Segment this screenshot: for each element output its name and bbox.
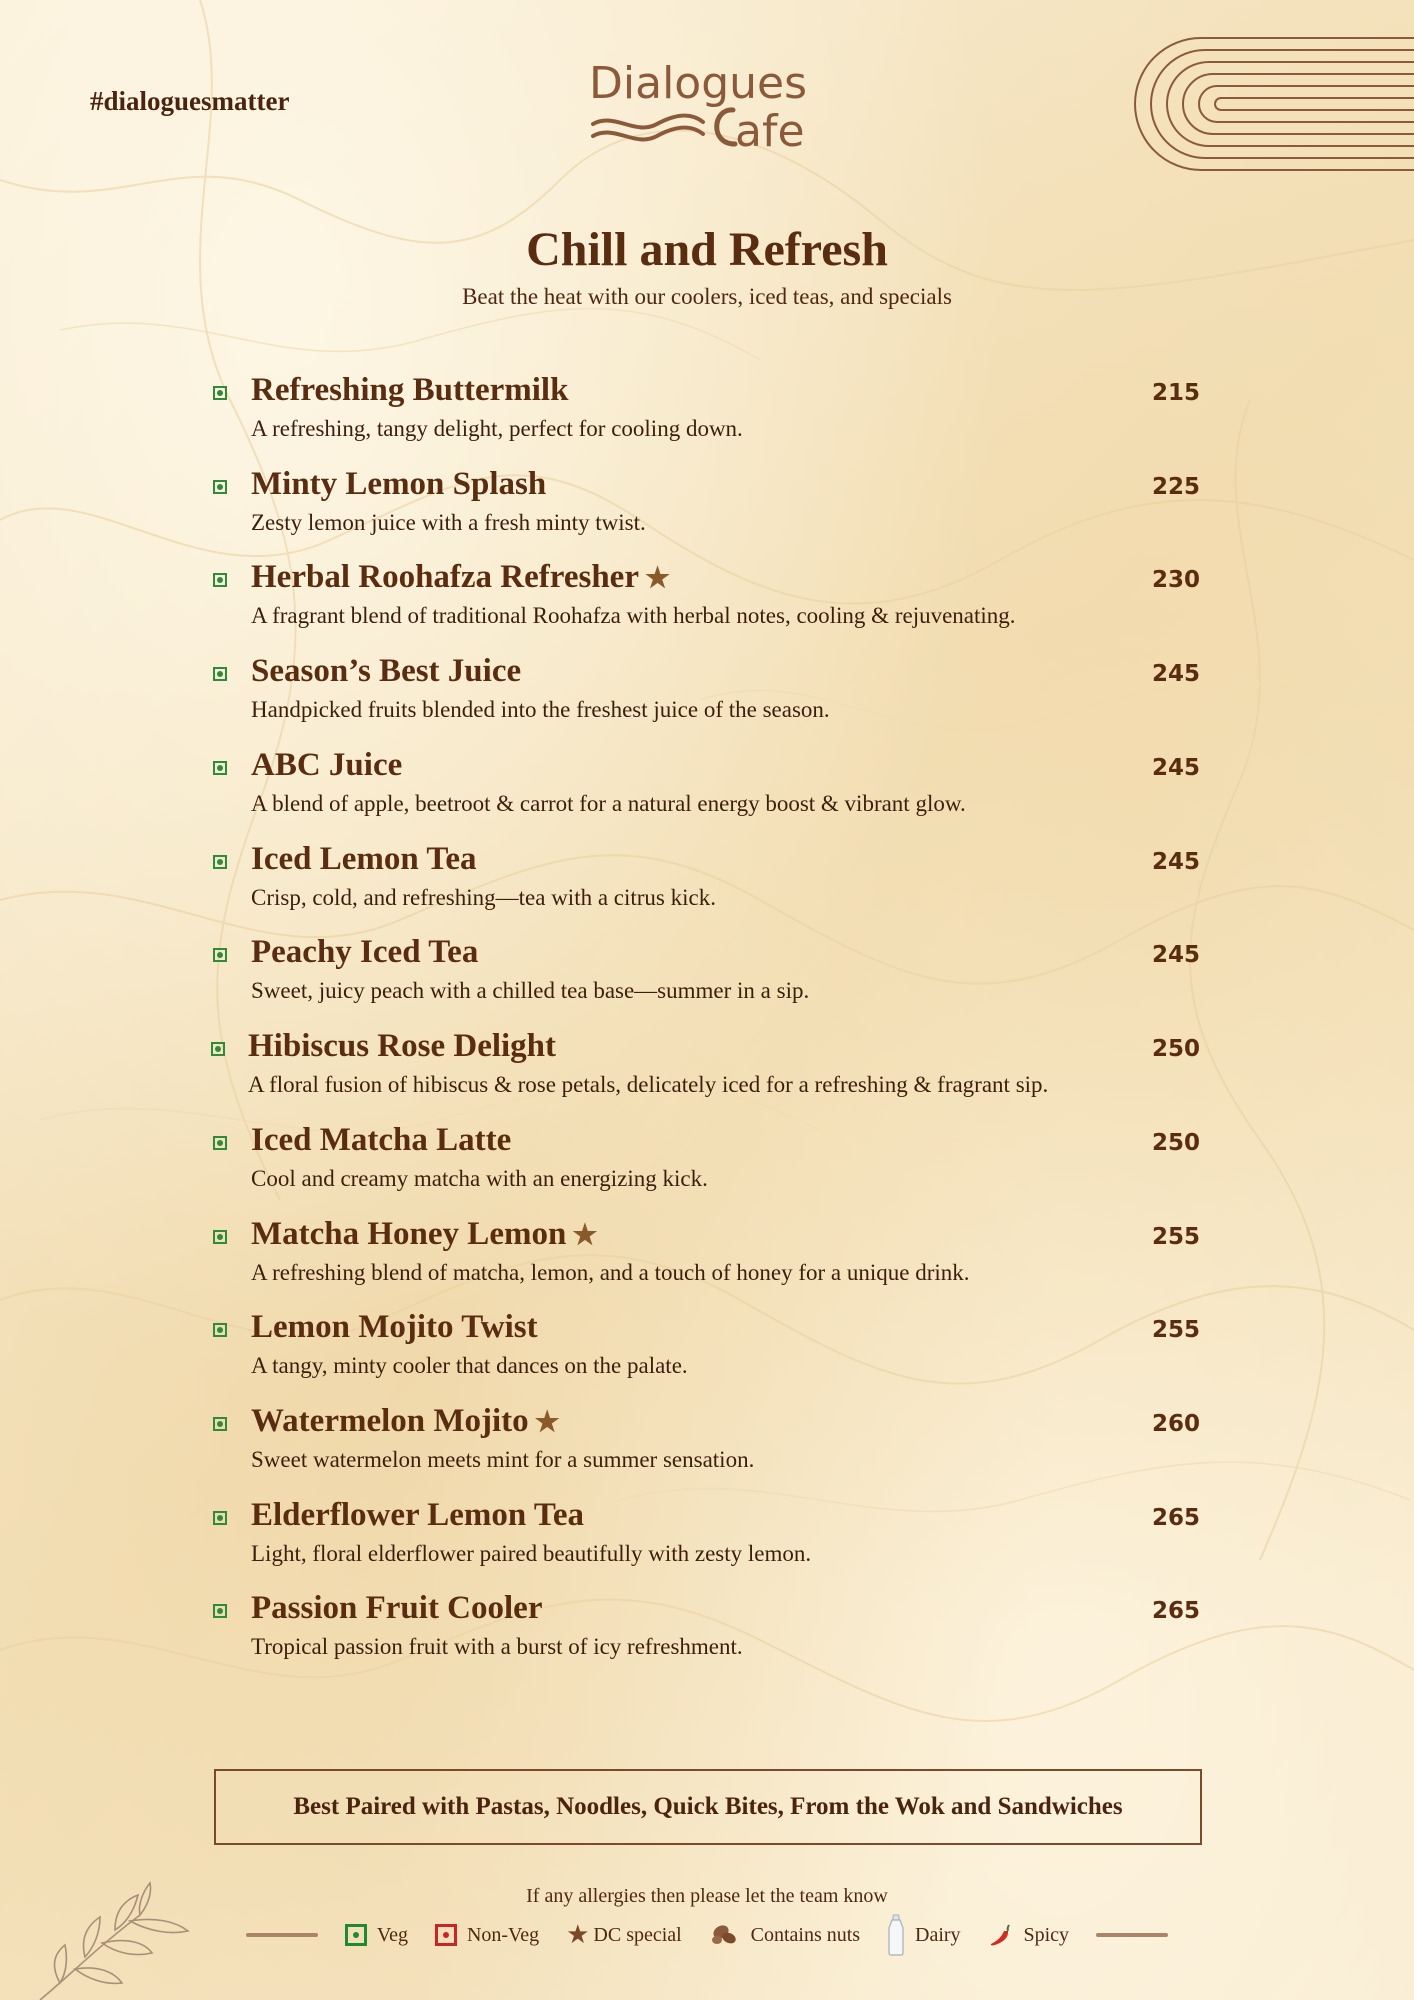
item-price: 215 (1151, 380, 1200, 406)
item-description: Tropical passion fruit with a burst of icy refreshment. (251, 1634, 743, 1659)
brand-hashtag: #dialoguesmatter (90, 86, 290, 116)
item-description: Sweet watermelon meets mint for a summer sensation. (251, 1447, 755, 1472)
svg-text:afe: afe (735, 106, 805, 157)
item-price: 265 (1151, 1505, 1200, 1531)
page-subtitle: Beat the heat with our coolers, iced teas, and specials (462, 284, 952, 309)
nuts-icon (709, 1922, 741, 1948)
item-name: Refreshing Buttermilk (251, 372, 569, 408)
veg-icon (213, 948, 227, 962)
item-description: Handpicked fruits blended into the freshest juice of the season. (251, 697, 830, 722)
item-price: 255 (1151, 1224, 1200, 1250)
item-description: A tangy, minty cooler that dances on the palate. (251, 1353, 688, 1378)
item-name: Iced Lemon Tea (251, 841, 477, 877)
veg-icon (213, 386, 227, 400)
legend-label-veg: Veg (376, 1923, 409, 1946)
item-description: A blend of apple, beetroot & carrot for a natural energy boost & vibrant glow. (251, 791, 966, 816)
item-description: Sweet, juicy peach with a chilled tea base—summer in a sip. (251, 978, 810, 1003)
menu-item (210, 1309, 1210, 1393)
pairing-text: Best Paired with Pastas, Noodles, Quick Bites, From the Wok and Sandwiches (293, 1793, 1123, 1820)
legend-label-dairy: Dairy (915, 1923, 961, 1946)
non-veg-icon (435, 1924, 457, 1946)
dc-special-star-icon: ★ (534, 1407, 560, 1438)
veg-icon (213, 1511, 227, 1525)
legend-divider-right (1096, 1933, 1168, 1937)
chili-icon (987, 1922, 1013, 1948)
veg-icon (213, 1136, 227, 1150)
item-name: Passion Fruit Cooler (251, 1590, 543, 1626)
star-icon: ★ (566, 1920, 590, 1949)
legend-item-veg (345, 1924, 408, 1947)
item-name: Minty Lemon Splash (251, 466, 547, 502)
veg-icon (213, 480, 227, 494)
legend-item-special (566, 1922, 682, 1948)
item-price: 225 (1151, 474, 1200, 500)
legend-item-spicy (987, 1922, 1069, 1948)
menu-item (210, 1216, 1210, 1300)
item-name: Peachy Iced Tea (251, 934, 479, 970)
allergy-note: If any allergies then please let the team know (526, 1885, 888, 1907)
item-price: 250 (1151, 1130, 1200, 1156)
item-description: A refreshing, tangy delight, perfect for cooling down. (251, 416, 743, 441)
item-name: Herbal Roohafza Refresher ★ (251, 559, 671, 595)
legend-label-nonveg: Non-Veg (466, 1923, 540, 1946)
item-name: ABC Juice (251, 747, 403, 783)
menu-item (210, 1122, 1210, 1206)
item-description: A fragrant blend of traditional Roohafza with herbal notes, cooling & rejuvenating. (251, 603, 1016, 628)
menu-item (210, 1403, 1210, 1487)
item-name: Lemon Mojito Twist (251, 1309, 538, 1345)
item-name: Iced Matcha Latte (251, 1122, 512, 1158)
item-description: Cool and creamy matcha with an energizing kick. (251, 1166, 708, 1191)
item-description: Light, floral elderflower paired beautifully with zesty lemon. (251, 1541, 812, 1566)
veg-icon (213, 573, 227, 587)
leaf-branch-icon (30, 1865, 200, 2000)
legend-label-spicy: Spicy (1023, 1923, 1070, 1946)
menu-item (210, 841, 1210, 925)
item-price: 260 (1151, 1411, 1200, 1437)
veg-icon (213, 1323, 227, 1337)
legend-label-special: DC special (593, 1923, 682, 1946)
page-title: Chill and Refresh (526, 223, 888, 276)
item-description: A refreshing blend of matcha, lemon, and a touch of honey for a unique drink. (251, 1260, 970, 1285)
item-price: 255 (1151, 1317, 1200, 1343)
item-name: Watermelon Mojito ★ (251, 1403, 560, 1439)
svg-text:Dialogues: Dialogues (589, 58, 808, 109)
legend (246, 1915, 1168, 1955)
menu-item (210, 559, 1210, 643)
item-price: 245 (1151, 942, 1200, 968)
legend-item-nuts (709, 1922, 860, 1948)
legend-divider-left (246, 1933, 318, 1937)
item-description: A floral fusion of hibiscus & rose petals, delicately iced for a refreshing & fragrant sip. (248, 1072, 1049, 1097)
menu-item (208, 1028, 1208, 1112)
menu-item (210, 1497, 1210, 1581)
item-price: 245 (1151, 849, 1200, 875)
item-description: Zesty lemon juice with a fresh minty twist. (251, 510, 646, 535)
item-price: 245 (1151, 755, 1200, 781)
item-price: 245 (1151, 661, 1200, 687)
pairing-banner (214, 1769, 1202, 1845)
menu-item (210, 372, 1210, 456)
item-name: Hibiscus Rose Delight (248, 1028, 557, 1064)
dc-special-star-icon: ★ (572, 1220, 598, 1251)
item-price: 265 (1151, 1598, 1200, 1624)
legend-label-nuts: Contains nuts (750, 1923, 861, 1946)
veg-icon (213, 1604, 227, 1618)
item-price: 250 (1151, 1036, 1200, 1062)
item-description: Crisp, cold, and refreshing—tea with a citrus kick. (251, 885, 716, 910)
veg-icon (213, 667, 227, 681)
menu-item (210, 747, 1210, 831)
legend-item-nonveg (435, 1924, 539, 1947)
veg-icon (213, 761, 227, 775)
menu-item (210, 934, 1210, 1018)
veg-icon (345, 1924, 367, 1946)
item-name: Elderflower Lemon Tea (251, 1497, 585, 1533)
menu-item (210, 466, 1210, 550)
veg-icon (211, 1042, 225, 1056)
item-name: Season’s Best Juice (251, 653, 522, 689)
veg-icon (213, 855, 227, 869)
item-name: Matcha Honey Lemon ★ (251, 1216, 598, 1252)
menu-item (210, 1590, 1210, 1674)
menu-item (210, 653, 1210, 737)
dc-special-star-icon: ★ (644, 563, 671, 594)
veg-icon (213, 1417, 227, 1431)
item-price: 230 (1151, 567, 1200, 593)
milk-bottle-icon (887, 1914, 905, 1956)
legend-item-dairy (887, 1914, 961, 1956)
veg-icon (213, 1230, 227, 1244)
